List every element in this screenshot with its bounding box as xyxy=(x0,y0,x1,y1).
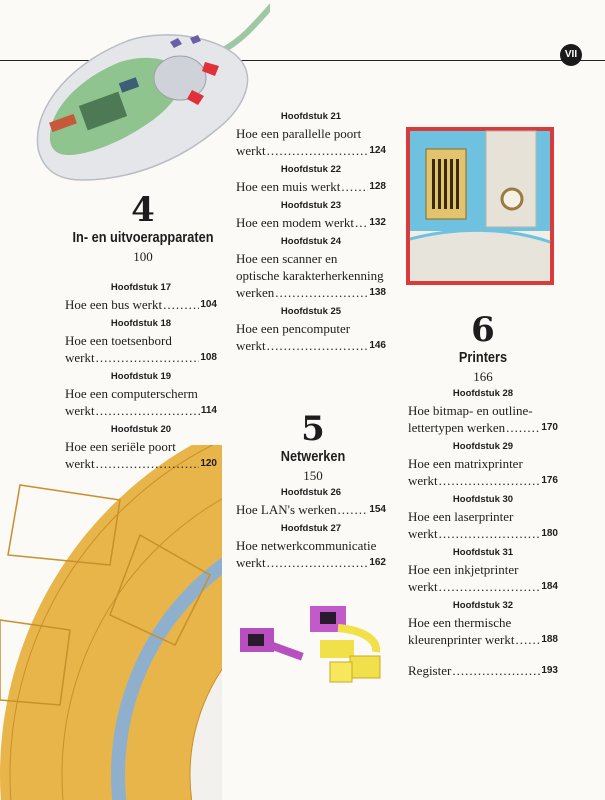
chapter-number: 6 xyxy=(471,310,495,350)
entry-title: Register xyxy=(408,663,452,678)
leader-dots xyxy=(96,455,200,472)
leader-dots xyxy=(267,337,369,354)
entry-page: 184 xyxy=(541,581,558,592)
mouse-illustration xyxy=(20,0,270,195)
toc-entry[interactable] xyxy=(236,486,386,518)
toc-entry[interactable] xyxy=(236,110,386,159)
chapter-label: Hoofdstuk 25 xyxy=(280,306,342,317)
leader-dots xyxy=(96,349,200,366)
toc-entry[interactable] xyxy=(236,522,386,571)
chapter-label: Hoofdstuk 18 xyxy=(110,318,172,329)
entry-title: Hoe een matrixprinter xyxy=(408,456,523,471)
leader-dots xyxy=(275,284,368,301)
chapter-label: Hoofdstuk 30 xyxy=(452,494,514,505)
leader-dots xyxy=(341,178,368,195)
chapter-label: Hoofdstuk 23 xyxy=(280,200,342,211)
entry-page: 114 xyxy=(200,405,217,416)
chapter-label: Hoofdstuk 28 xyxy=(452,388,514,399)
entry-page: 188 xyxy=(541,634,558,645)
entry-page: 146 xyxy=(369,340,386,351)
entry-page: 176 xyxy=(541,475,558,486)
toc-entry[interactable] xyxy=(65,317,217,366)
entry-page: 108 xyxy=(200,352,217,363)
chapter-title: Netwerken xyxy=(280,448,346,465)
entry-page: 154 xyxy=(369,504,386,515)
entry-page: 162 xyxy=(369,557,386,568)
chapter-label: Hoofdstuk 24 xyxy=(280,236,342,247)
chapter-title: In- en uitvoerapparaten xyxy=(72,229,214,246)
leader-dots xyxy=(515,631,540,648)
entry-page: 104 xyxy=(200,299,217,310)
chapter-4-header xyxy=(58,190,228,265)
toc-entry[interactable] xyxy=(236,235,386,301)
entry-title: werkt xyxy=(408,579,438,594)
chapter-label: Hoofdstuk 20 xyxy=(110,424,172,435)
entry-title: Hoe een modem werkt xyxy=(236,215,355,230)
chapter-label: Hoofdstuk 22 xyxy=(280,164,342,175)
leader-dots xyxy=(267,142,369,159)
toc-entry[interactable] xyxy=(408,440,558,489)
entry-title: Hoe een seriële poort xyxy=(65,439,176,454)
entry-title: Hoe netwerkcommunicatie xyxy=(236,538,377,553)
toc-column-3 xyxy=(408,387,558,683)
toc-entry[interactable] xyxy=(65,281,217,313)
entry-page: 180 xyxy=(541,528,558,539)
chapter-label: Hoofdstuk 26 xyxy=(280,487,342,498)
leader-dots xyxy=(439,472,541,489)
toc-entry[interactable] xyxy=(236,305,386,354)
toc-entry[interactable] xyxy=(408,493,558,542)
toc-entry[interactable] xyxy=(408,387,558,436)
entry-title: Hoe een laserprinter xyxy=(408,509,514,524)
entry-title: kleurenprinter werkt xyxy=(408,632,515,647)
entry-page: 132 xyxy=(369,217,386,228)
entry-title: Hoe bitmap- en outline- xyxy=(408,403,533,418)
leader-dots xyxy=(439,525,541,542)
toc-column-2a xyxy=(236,110,386,358)
toc-column-2b xyxy=(236,486,386,575)
chapter-page: 166 xyxy=(473,369,493,384)
toc-entry[interactable] xyxy=(408,599,558,648)
entry-page: 193 xyxy=(541,665,558,676)
toc-entry[interactable] xyxy=(65,423,217,472)
entry-title: optische karakterherkenning xyxy=(236,268,384,283)
entry-title: werkt xyxy=(65,403,95,418)
leader-dots xyxy=(338,501,369,518)
entry-title: Hoe een toetsenbord xyxy=(65,333,172,348)
chapter-label: Hoofdstuk 17 xyxy=(110,282,172,293)
entry-title: werkt xyxy=(408,526,438,541)
chapter-label: Hoofdstuk 21 xyxy=(280,111,342,122)
toc-entry[interactable] xyxy=(65,370,217,419)
leader-dots xyxy=(163,296,199,313)
entry-title: Hoe LAN's werken xyxy=(236,502,337,517)
leader-dots xyxy=(267,554,369,571)
network-illustration xyxy=(238,600,398,692)
toc-entry[interactable] xyxy=(408,546,558,595)
leader-dots xyxy=(355,214,368,231)
entry-title: Hoe een parallelle poort xyxy=(236,126,362,141)
entry-title: Hoe een bus werkt xyxy=(65,297,163,312)
chapter-5-header xyxy=(248,409,378,484)
chapter-label: Hoofdstuk 31 xyxy=(452,547,514,558)
chapter-number: 5 xyxy=(301,409,325,449)
chapter-label: Hoofdstuk 19 xyxy=(110,371,172,382)
toc-column-1 xyxy=(65,281,217,476)
entry-title: Hoe een pencomputer xyxy=(236,321,351,336)
leader-dots xyxy=(439,578,541,595)
entry-title: werkt xyxy=(408,473,438,488)
entry-title: werkt xyxy=(236,338,266,353)
chapter-6-header xyxy=(418,310,548,385)
entry-title: Hoe een scanner en xyxy=(236,251,338,266)
chapter-label: Hoofdstuk 27 xyxy=(280,523,342,534)
leader-dots xyxy=(96,402,200,419)
entry-title: werkt xyxy=(236,555,266,570)
entry-title: Hoe een muis werkt xyxy=(236,179,341,194)
toc-entry[interactable] xyxy=(236,199,386,231)
chapter-label: Hoofdstuk 32 xyxy=(452,600,514,611)
leader-dots xyxy=(452,662,540,679)
entry-title: lettertypen werken xyxy=(408,420,506,435)
entry-title: Hoe een computerscherm xyxy=(65,386,198,401)
page-number-badge: VII xyxy=(560,44,582,66)
entry-title: werken xyxy=(236,285,275,300)
chapter-page: 100 xyxy=(133,249,153,264)
entry-page: 138 xyxy=(369,287,386,298)
leader-dots xyxy=(506,419,540,436)
toc-entry[interactable] xyxy=(236,163,386,195)
chapter-page: 150 xyxy=(303,468,323,483)
entry-title: Hoe een thermische xyxy=(408,615,512,630)
chapter-number: 4 xyxy=(131,190,155,230)
entry-page: 124 xyxy=(369,145,386,156)
chapter-title: Printers xyxy=(458,349,508,366)
entry-title: werkt xyxy=(236,143,266,158)
disk-illustration xyxy=(0,445,222,800)
entry-page: 128 xyxy=(369,181,386,192)
entry-title: werkt xyxy=(65,350,95,365)
toc-entry-register[interactable] xyxy=(408,662,558,679)
entry-title: werkt xyxy=(65,456,95,471)
chapter-label: Hoofdstuk 29 xyxy=(452,441,514,452)
entry-title: Hoe een inkjetprinter xyxy=(408,562,519,577)
entry-page: 120 xyxy=(200,458,217,469)
entry-page: 170 xyxy=(541,422,558,433)
printer-illustration xyxy=(406,127,554,285)
